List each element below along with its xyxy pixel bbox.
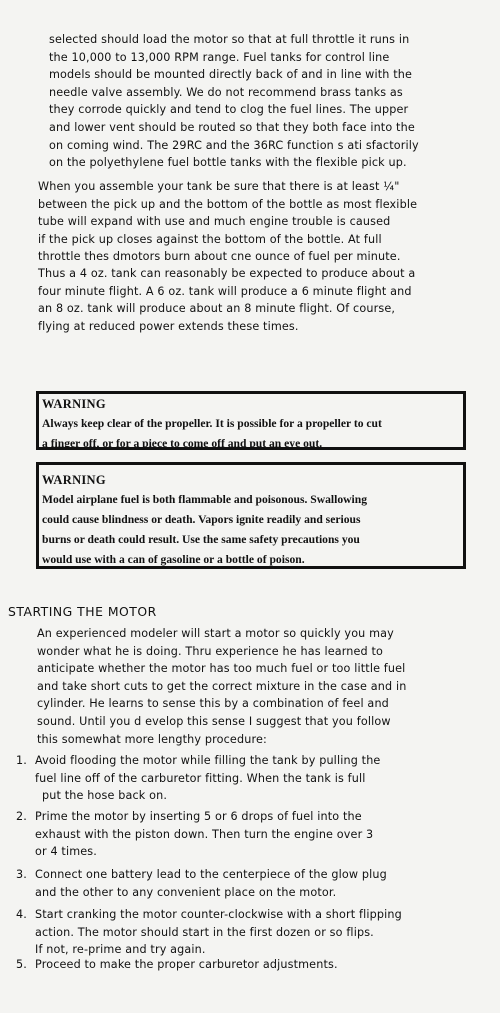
step-number: 4. bbox=[16, 908, 27, 921]
text-line: Thus a 4 oz. tank can reasonably be expected to produce about a bbox=[38, 267, 416, 280]
text-line: on coming wind. The 29RC and the 36RC function s ati sfactorily bbox=[49, 138, 419, 152]
text-line: sound. Until you d evelop this sense I suggest that you follow bbox=[37, 714, 391, 728]
text-line: and the other to any convenient place on the motor. bbox=[35, 885, 337, 899]
text-line: they corrode quickly and tend to clog the fuel lines. The upper bbox=[49, 103, 409, 117]
step-number: 3. bbox=[16, 868, 27, 881]
warning-line: would use with a can of gasoline or a bottle of poison. bbox=[42, 553, 305, 566]
step-number: 5. bbox=[16, 958, 27, 971]
text-line: and take short cuts to get the correct mixture in the case and in bbox=[37, 679, 407, 693]
paragraph-tank-assembly bbox=[38, 178, 417, 266]
text-line: exhaust with the piston down. Then turn the engine over 3 bbox=[35, 827, 374, 841]
step-number: 2. bbox=[16, 810, 27, 823]
warning-title: WARNING bbox=[42, 473, 106, 487]
warning-line: Model airplane fuel is both flammable and poisonous. Swallowing bbox=[42, 493, 367, 506]
warning-line: burns or death could result. Use the same safety precautions you bbox=[42, 533, 360, 546]
text-line: this somewhat more lengthy procedure: bbox=[37, 732, 267, 746]
text-line: put the hose back on. bbox=[42, 789, 168, 803]
text-line: flying at reduced power extends these times. bbox=[38, 319, 299, 333]
text-line: action. The motor should start in the first dozen or so flips. bbox=[35, 925, 374, 939]
text-line: Start cranking the motor counter-clockwise with a short flipping bbox=[35, 908, 402, 921]
paragraph-fuel-tanks bbox=[49, 31, 419, 172]
warning-line: a finger off, or for a piece to come off and put an eye out. bbox=[42, 437, 323, 450]
text-line: models should be mounted directly back of and in line with the bbox=[49, 68, 413, 82]
text-line: Connect one battery lead to the centerpiece of the glow plug bbox=[35, 868, 387, 881]
step-text bbox=[35, 906, 402, 959]
text-line: fuel line off of the carburetor fitting. When the tank is full bbox=[35, 771, 366, 785]
warning-box-propeller bbox=[36, 391, 466, 450]
text-line: or 4 times. bbox=[35, 845, 97, 859]
text-line: on the polyethylene fuel bottle tanks with the flexible pick up. bbox=[49, 156, 407, 170]
warning-line: could cause blindness or death. Vapors ignite readily and serious bbox=[42, 513, 361, 526]
text-line: and lower vent should be routed so that they both face into the bbox=[49, 120, 415, 134]
text-line: Proceed to make the proper carburetor adjustments. bbox=[35, 958, 338, 971]
section-heading: STARTING THE MOTOR bbox=[8, 604, 157, 619]
text-line: cylinder. He learns to sense this by a combination of feel and bbox=[37, 697, 389, 711]
text-line: If not, re-prime and try again. bbox=[35, 943, 206, 957]
text-line: if the pick up closes against the bottom of the bottle. At full bbox=[38, 232, 382, 246]
text-line: four minute flight. A 6 oz. tank will produce a 6 minute flight and bbox=[38, 284, 412, 298]
warning-box-fuel bbox=[36, 462, 466, 569]
step-number: 1. bbox=[16, 754, 27, 767]
paragraph-flight-time bbox=[38, 265, 415, 335]
text-line: An experienced modeler will start a motor so quickly you may bbox=[37, 627, 394, 640]
text-line: an 8 oz. tank will produce about an 8 minute flight. Of course, bbox=[38, 302, 396, 316]
step-text bbox=[35, 808, 373, 861]
text-line: Prime the motor by inserting 5 or 6 drops of fuel into the bbox=[35, 810, 362, 823]
text-line: tube will expand with use and much engine trouble is caused bbox=[38, 215, 391, 229]
text-line: When you assemble your tank be sure that there is at least ¼" bbox=[38, 180, 400, 193]
step-text bbox=[35, 866, 387, 901]
warning-title: WARNING bbox=[42, 397, 106, 411]
step-text bbox=[35, 752, 380, 805]
text-line: wonder what he is doing. Thru experience he has learned to bbox=[37, 644, 384, 658]
paragraph-starting-intro bbox=[37, 625, 406, 748]
text-line: anticipate whether the motor has too much fuel or too little fuel bbox=[37, 662, 406, 676]
text-line: Avoid flooding the motor while filling the tank by pulling the bbox=[35, 754, 381, 767]
text-line: between the pick up and the bottom of the bottle as most flexible bbox=[38, 197, 418, 211]
step-text bbox=[35, 956, 338, 974]
text-line: the 10,000 to 13,000 RPM range. Fuel tanks for control line bbox=[49, 50, 390, 64]
warning-line: Always keep clear of the propeller. It is possible for a propeller to cut bbox=[42, 417, 382, 430]
text-line: selected should load the motor so that at full throttle it runs in bbox=[49, 33, 410, 46]
text-line: needle valve assembly. We do not recommend brass tanks as bbox=[49, 85, 403, 99]
text-line: throttle thes dmotors burn about cne ounce of fuel per minute. bbox=[38, 250, 401, 264]
